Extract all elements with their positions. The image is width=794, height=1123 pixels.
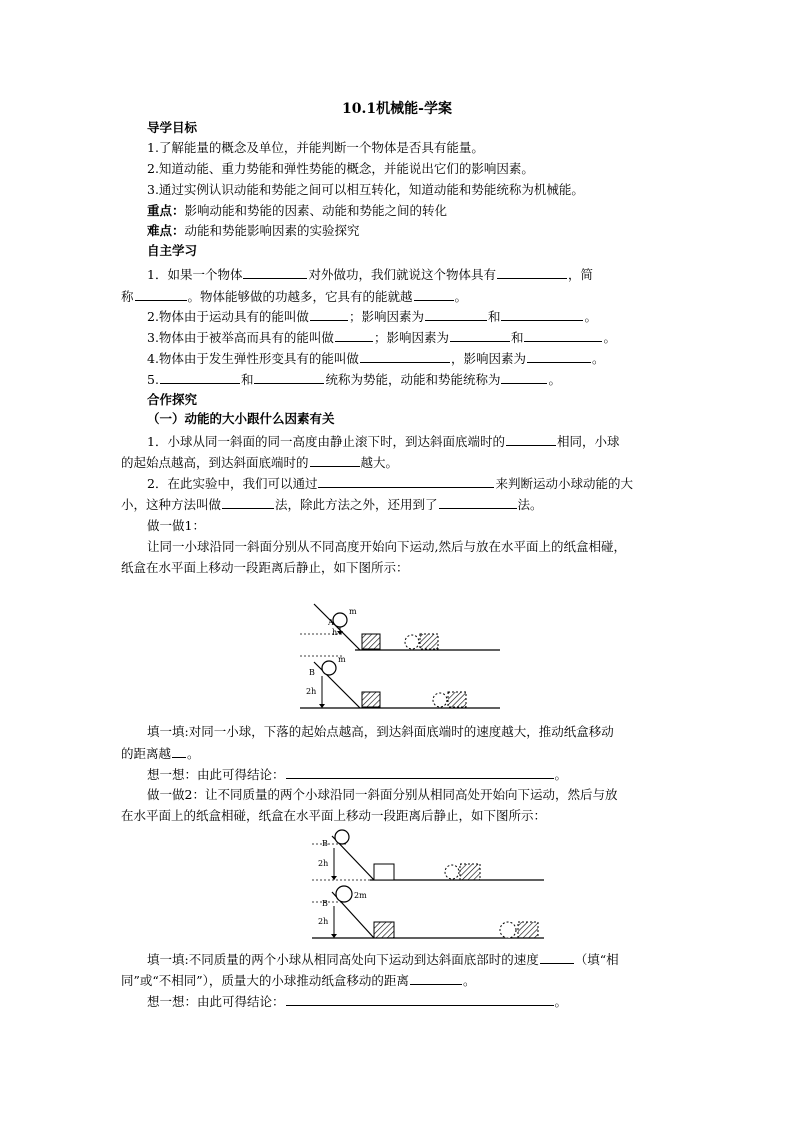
- q5-blank-3[interactable]: [501, 371, 547, 384]
- q4-blank-2[interactable]: [527, 350, 591, 363]
- think2-line: [147, 993, 567, 1010]
- q5-text-a: 5.: [147, 372, 159, 387]
- p1-text-d: 越大。: [360, 455, 399, 470]
- q3-text-a: 3.物体由于被举高而具有的能叫做: [147, 330, 334, 345]
- ball-light: [335, 830, 349, 844]
- p2-text-c: 小，这种方法叫做: [121, 497, 222, 512]
- q5-text-b: 和: [240, 372, 254, 387]
- label-2m: 2m: [354, 891, 367, 900]
- q2-text-a: 2.物体由于运动具有的能叫做: [147, 309, 309, 324]
- label-2h-bottom: 2h: [318, 917, 329, 926]
- p2-text-a: 2．在此实验中，我们可以通过: [147, 476, 318, 491]
- q4-text-c: 。: [591, 351, 605, 366]
- key-text: 影响动能和势能的因素、动能和势能之间的转化: [184, 203, 448, 218]
- q3-blank-2[interactable]: [450, 329, 510, 342]
- fill1-line2: [121, 745, 200, 762]
- goal-item-1: 1.了解能量的概念及单位，并能判断一个物体是否具有能量。: [147, 140, 484, 155]
- q1-text-d: 称: [121, 289, 134, 304]
- self-study-q5: [147, 371, 561, 388]
- fill1-text-b: 的距离越: [121, 746, 172, 761]
- box-a: [362, 634, 380, 649]
- self-study-heading: 自主学习: [147, 243, 198, 258]
- fill2-text-d: 。: [462, 973, 476, 988]
- think1-text-a: 想一想：由此可得结论：: [147, 767, 285, 782]
- fill1-line1: 填一填:对同一小球，下落的起始点越高，到达斜面底端时的速度越大，推动纸盒移动: [147, 724, 614, 739]
- label-m-top: m: [349, 607, 357, 616]
- q2-text-d: 。: [584, 309, 597, 324]
- goals-heading: 导学目标: [147, 120, 198, 135]
- coop-heading: 合作探究: [147, 392, 198, 407]
- q1-blank-1[interactable]: [243, 266, 307, 279]
- p2-text-e: 法。: [517, 497, 543, 512]
- self-study-q4: [147, 350, 604, 367]
- q1-text-e: 。物体能够做的功越多，它具有的能就越: [187, 289, 413, 304]
- ball-a-moved: [405, 635, 419, 649]
- q5-text-c: 统称为势能，动能和势能统称为: [325, 372, 501, 387]
- self-study-q2: [147, 308, 597, 325]
- do1-text-line1: 让同一小球沿同一斜面分别从不同高度开始向下运动,然后与放在水平面上的纸盒相碰，: [147, 539, 626, 554]
- q4-text-b: ，影响因素为: [450, 351, 526, 366]
- ball-heavy-moved: [500, 922, 516, 938]
- ball-b: [322, 661, 336, 675]
- p2-blank-1[interactable]: [318, 475, 494, 488]
- p1-text-c: 的起始点越高，到达斜面底端时的: [121, 455, 309, 470]
- difficult-point: [147, 223, 360, 239]
- fill2-line2: [121, 972, 475, 989]
- goal-item-2: 2.知道动能、重力势能和弹性势能的概念，并能说出它们的影响因素。: [147, 161, 534, 176]
- self-study-q1-line2: [121, 288, 467, 305]
- fill2-text-c: 同”或“不相同”），质量大的小球推动纸盒移动的距离: [121, 973, 409, 988]
- q3-text-d: 。: [603, 330, 616, 345]
- q1-text-c: ，简: [567, 267, 593, 282]
- think1-text-b: 。: [554, 767, 568, 782]
- q1-blank-3[interactable]: [135, 288, 187, 301]
- fill1-blank[interactable]: [172, 745, 186, 758]
- box-top-moved: [460, 864, 480, 880]
- q2-text-c: 和: [487, 309, 501, 324]
- label-2h-top: 2h: [318, 859, 329, 868]
- goal-item-3: 3.通过实例认识动能和势能之间可以相互转化，知道动能和势能统称为机械能。: [147, 182, 584, 197]
- do2-line1: 做一做2：让不同质量的两个小球沿同一斜面分别从相同高处开始向下运动，然后与放: [147, 787, 618, 802]
- q1-blank-2[interactable]: [497, 266, 567, 279]
- box-top: [374, 864, 394, 880]
- key-point: [147, 203, 447, 219]
- think1-line: [147, 766, 567, 783]
- fill2-text-a: 填一填:不同质量的两个小球从相同高处向下运动到达斜面底部时的速度: [147, 952, 539, 967]
- p2-text-b: 来判断运动小球动能的大: [495, 476, 633, 491]
- q3-text-b: ；影响因素为: [373, 330, 449, 345]
- p2-text-d: 法，除此方法之外，还用到了: [275, 497, 438, 512]
- page-title: 10.1机械能-学案: [342, 101, 452, 117]
- ball-b-moved: [433, 693, 447, 707]
- do1-label: 做一做1：: [147, 518, 205, 533]
- coop-p1-line2: [121, 454, 398, 471]
- q1-text-b: 对外做功，我们就说这个物体具有: [308, 267, 496, 282]
- q3-text-c: 和: [510, 330, 524, 345]
- p1-blank-2[interactable]: [310, 454, 360, 467]
- do2-line2: 在水平面上的纸盒相碰，纸盒在水平面上移动一段距离后静止，如下图所示：: [121, 808, 547, 823]
- self-study-q1-line1: [147, 266, 593, 283]
- self-study-q3: [147, 329, 616, 346]
- q5-blank-1[interactable]: [160, 371, 240, 384]
- q4-text-a: 4.物体由于发生弹性形变具有的能叫做: [147, 351, 359, 366]
- q5-blank-2[interactable]: [254, 371, 324, 384]
- p2-blank-2[interactable]: [222, 496, 274, 509]
- key-label: 重点：: [147, 203, 185, 218]
- ball-light-moved: [445, 865, 459, 879]
- difficult-text: 动能和势能影响因素的实验探究: [184, 223, 360, 238]
- box-bottom-moved: [518, 922, 538, 938]
- q1-blank-4[interactable]: [414, 288, 454, 301]
- coop-p2-line2: [121, 496, 543, 513]
- height-arrowhead-top: [331, 876, 337, 880]
- do1-text-line2: 纸盒在水平面上移动一段距离后静止，如下图所示：: [121, 560, 409, 575]
- q2-blank-1[interactable]: [310, 308, 348, 321]
- label-h: h: [332, 628, 338, 637]
- fill2-text-b: （填“相: [574, 952, 619, 967]
- q4-blank-1[interactable]: [360, 350, 450, 363]
- q3-blank-1[interactable]: [335, 329, 373, 342]
- figure-1-diagram: [300, 598, 510, 716]
- q1-text-a: 1．如果一个物体: [147, 267, 243, 282]
- q2-blank-2[interactable]: [425, 308, 487, 321]
- q2-text-b: ；影响因素为: [348, 309, 424, 324]
- q1-text-f: 。: [454, 289, 468, 304]
- label-a: A: [328, 618, 334, 627]
- p2-blank-3[interactable]: [439, 496, 517, 509]
- box-b: [362, 692, 380, 707]
- p1-text-a: 1．小球从同一斜面的同一高度由静止滚下时，到达斜面底端时的: [147, 434, 505, 449]
- think1-blank[interactable]: [286, 766, 554, 779]
- label-2h: 2h: [306, 687, 317, 696]
- q5-text-d: 。: [548, 372, 561, 387]
- difficult-label: 难点：: [147, 223, 185, 238]
- ball-a: [333, 613, 347, 627]
- label-m-bottom: m: [338, 655, 346, 664]
- incline-b: [314, 662, 360, 708]
- box-bottom: [374, 922, 394, 938]
- q2-blank-3[interactable]: [501, 308, 583, 321]
- think2-text-b: 。: [554, 994, 568, 1009]
- coop-p2-line1: [147, 475, 633, 492]
- q3-blank-3[interactable]: [524, 329, 602, 342]
- p1-text-b: 相同，小球: [556, 434, 620, 449]
- coop-p1-line1: [147, 433, 619, 450]
- label-b: B: [309, 668, 315, 677]
- fill2-blank-1[interactable]: [540, 951, 574, 964]
- box-a-moved: [420, 634, 438, 649]
- fill2-blank-2[interactable]: [410, 972, 462, 985]
- p1-blank-1[interactable]: [506, 433, 556, 446]
- ball-heavy: [336, 886, 352, 902]
- label-b-bottom: B: [322, 899, 328, 908]
- height-arrowhead-a: [337, 631, 343, 635]
- think2-text-a: 想一想：由此可得结论：: [147, 994, 285, 1009]
- coop-subheading-1: （一）动能的大小跟什么因素有关: [147, 411, 335, 426]
- think2-blank[interactable]: [286, 993, 554, 1006]
- figure-2-diagram: [312, 826, 548, 946]
- box-b-moved: [448, 692, 466, 707]
- fill1-text-c: 。: [187, 746, 200, 761]
- fill2-line1: [147, 951, 619, 968]
- label-b-top: B: [322, 839, 328, 848]
